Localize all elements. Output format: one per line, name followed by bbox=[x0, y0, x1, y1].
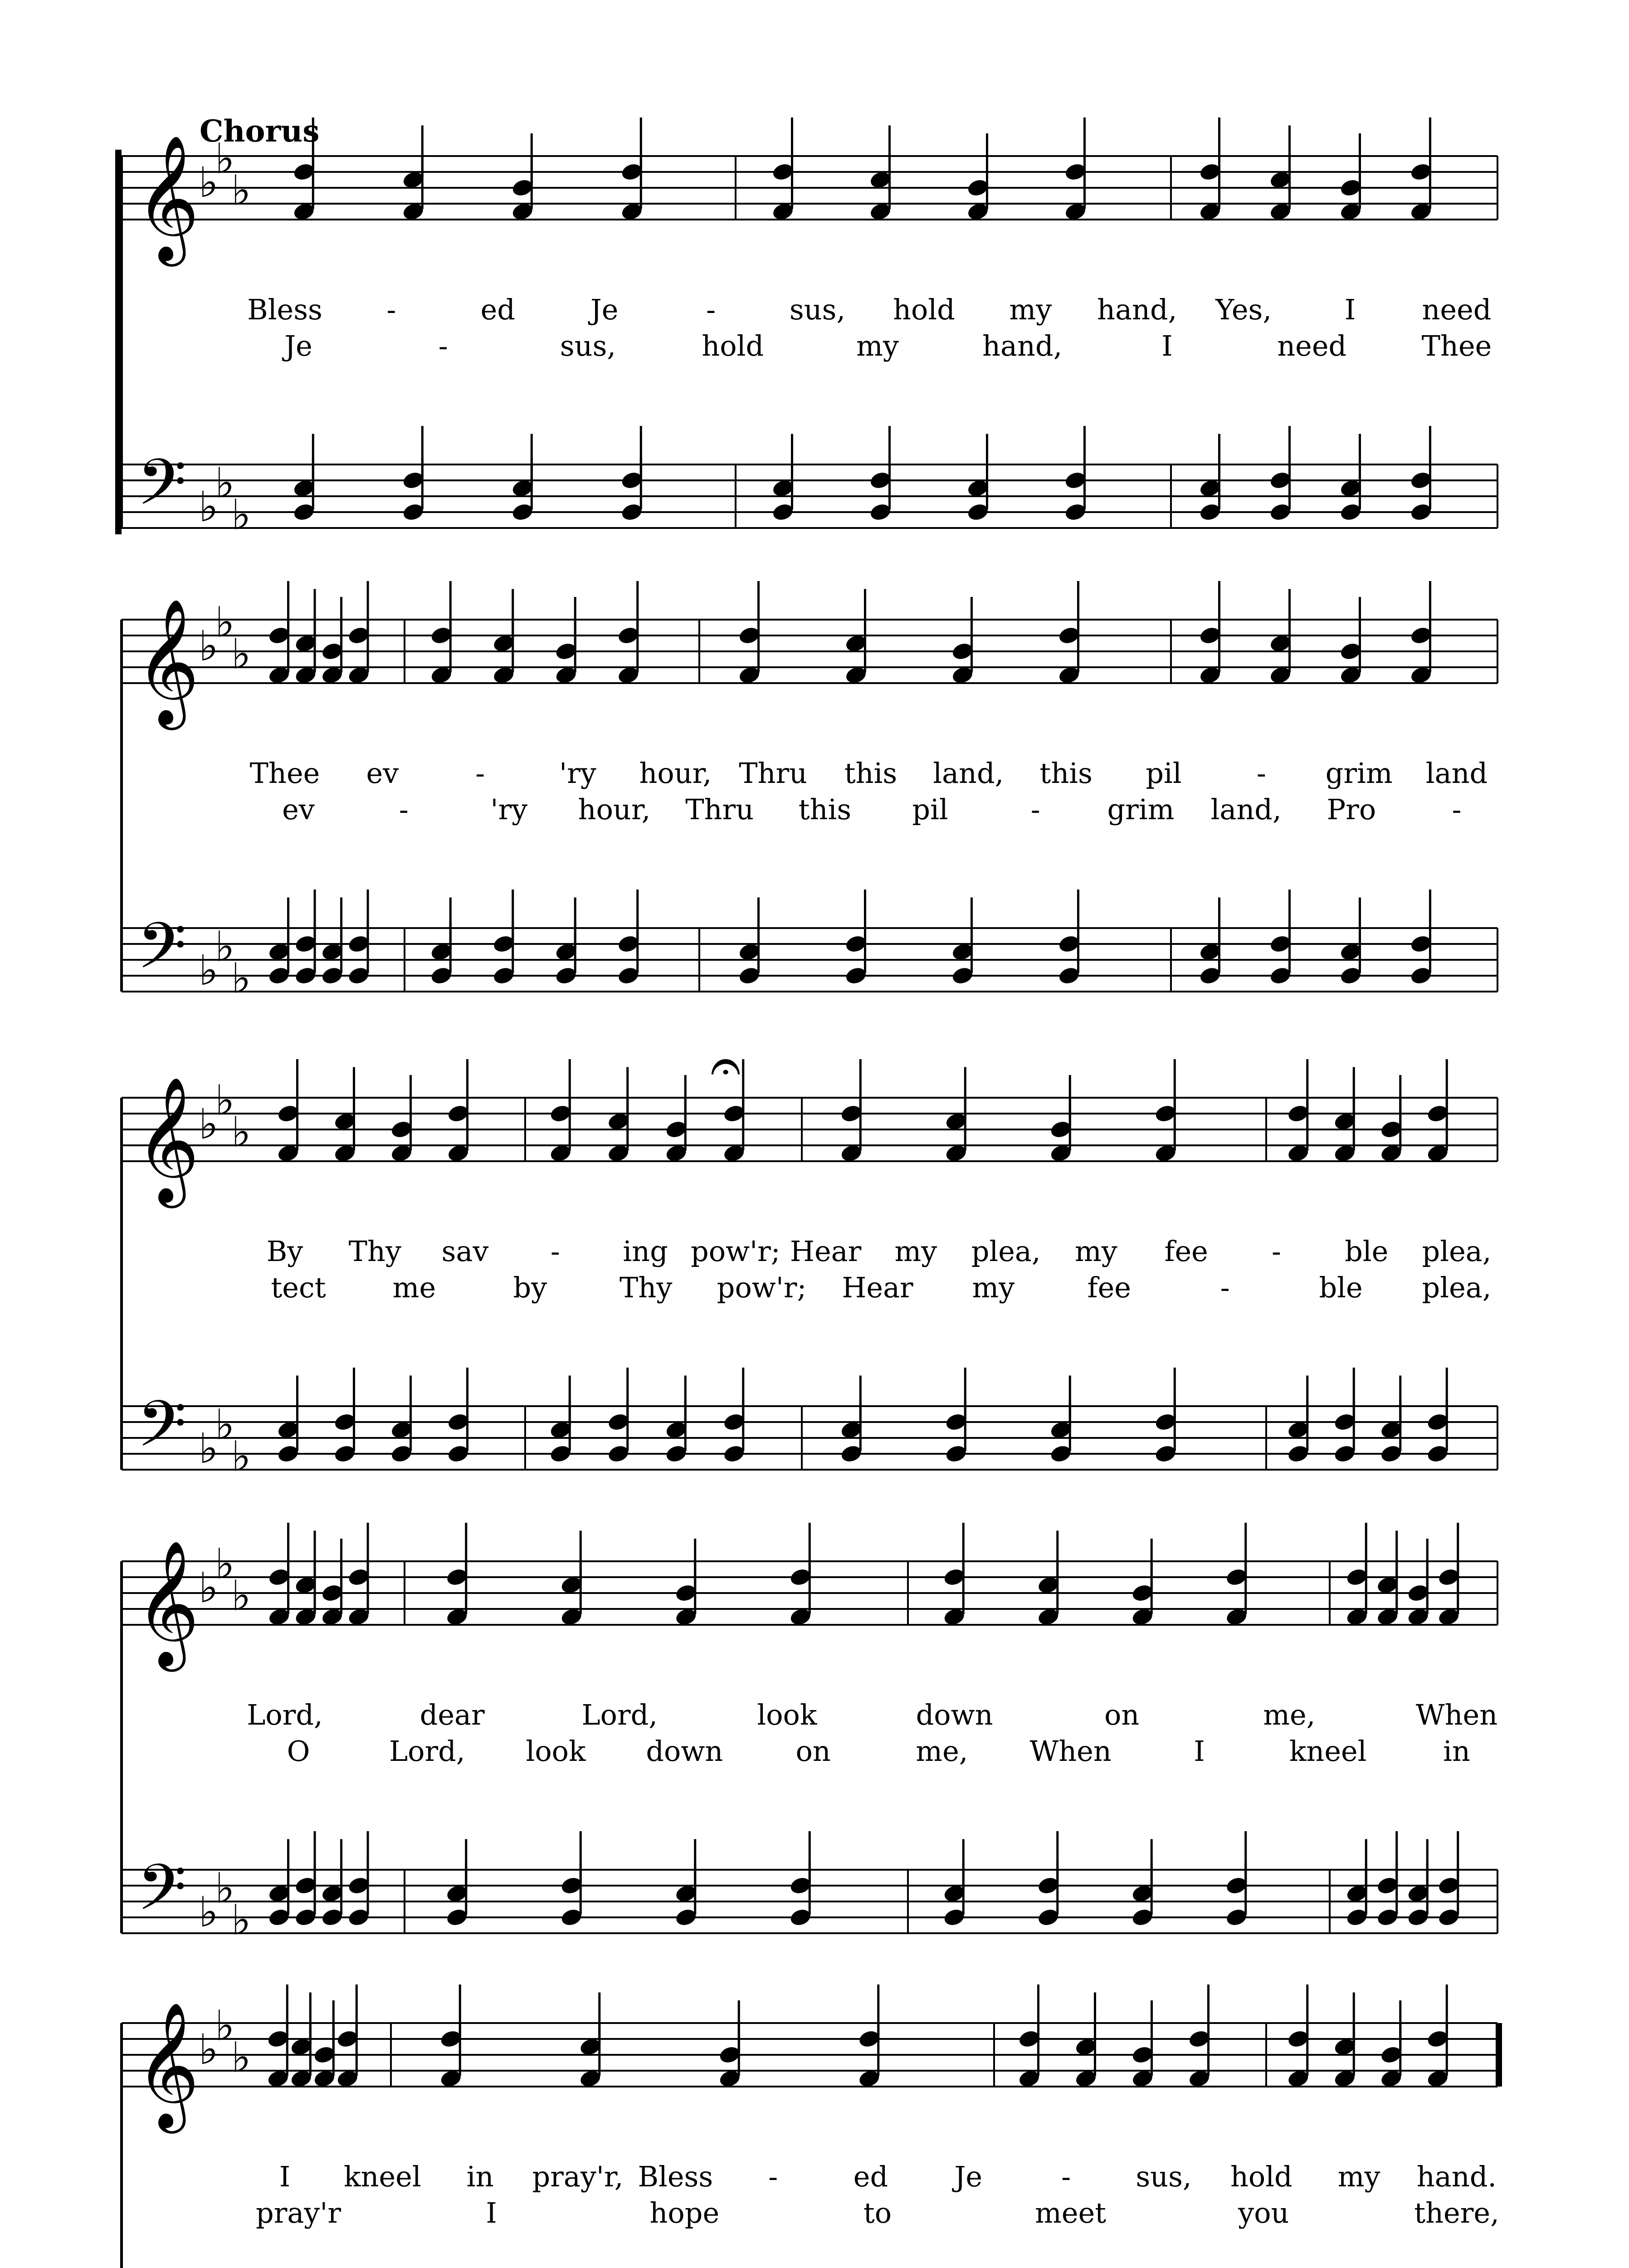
bass-staff bbox=[122, 464, 1497, 528]
lyric-verse-1: me, bbox=[1263, 1698, 1316, 1731]
lyric-verse-2: grim bbox=[1107, 793, 1175, 826]
lyric-verse-1: Thy bbox=[348, 1235, 401, 1268]
lyric-verse-1: my bbox=[894, 1235, 937, 1268]
lyric-verse-2: Thru bbox=[685, 793, 754, 826]
lyric-verse-1: my bbox=[1009, 293, 1052, 326]
lyric-verse-1: Bless bbox=[638, 2160, 713, 2193]
flat-icon: ♭ bbox=[199, 1424, 219, 1473]
lyric-verse-2: land, bbox=[1210, 793, 1282, 826]
final-barline bbox=[1496, 2023, 1502, 2087]
lyric-verse-1: sus, bbox=[1136, 2160, 1192, 2193]
lyric-verse-2: need bbox=[1277, 329, 1347, 362]
lyric-verse-2: hour, bbox=[578, 793, 651, 826]
lyric-verse-1: sav bbox=[441, 1235, 489, 1268]
lyric-verse-1: - bbox=[768, 2160, 778, 2193]
flat-icon: ♭ bbox=[199, 946, 219, 995]
lyric-verse-1: sus, bbox=[789, 293, 846, 326]
systems-layer bbox=[115, 117, 1502, 2268]
lyric-verse-2: Lord, bbox=[389, 1735, 465, 1768]
lyric-verse-2: Pro bbox=[1327, 793, 1376, 826]
bracket bbox=[115, 150, 122, 534]
flat-icon: ♭ bbox=[199, 1100, 219, 1149]
bass-clef-icon: 𝄢 bbox=[137, 445, 187, 535]
bass-clef-icon: 𝄢 bbox=[137, 909, 187, 999]
lyric-verse-1: hold bbox=[1230, 2160, 1292, 2193]
lyric-verse-2: Je bbox=[284, 329, 312, 362]
lyric-verse-2: - bbox=[1220, 1271, 1230, 1304]
lyric-verse-1: grim bbox=[1325, 757, 1393, 790]
lyric-verse-1: - bbox=[1256, 757, 1266, 790]
lyric-verse-2: O bbox=[287, 1735, 310, 1768]
lyric-verse-1: my bbox=[1337, 2160, 1380, 2193]
lyric-verse-1: Yes, bbox=[1215, 293, 1272, 326]
lyric-verse-1: this bbox=[844, 757, 897, 790]
lyric-verse-1: - bbox=[706, 293, 716, 326]
lyric-verse-2: this bbox=[798, 793, 852, 826]
lyric-verse-1: need bbox=[1422, 293, 1492, 326]
system-4 bbox=[122, 1523, 1497, 1945]
lyric-verse-1: hour, bbox=[639, 757, 712, 790]
lyric-verse-1: By bbox=[266, 1235, 303, 1268]
flat-icon: ♭ bbox=[215, 1076, 235, 1125]
lyric-verse-1: - bbox=[475, 757, 485, 790]
lyric-verse-2: hold bbox=[702, 329, 764, 362]
treble-clef-icon: 𝄞 bbox=[135, 1075, 200, 1202]
flat-icon: ♭ bbox=[215, 922, 235, 971]
flat-icon: ♭ bbox=[231, 630, 251, 679]
lyric-verse-1: When bbox=[1415, 1698, 1498, 1731]
flat-icon: ♭ bbox=[215, 1400, 235, 1449]
flat-icon: ♭ bbox=[215, 598, 235, 647]
flat-icon: ♭ bbox=[215, 1540, 235, 1589]
flat-icon: ♭ bbox=[199, 483, 219, 531]
lyric-verse-2: Hear bbox=[842, 1271, 913, 1304]
lyric-verse-1: ble bbox=[1345, 1235, 1389, 1268]
lyric-verse-2: - bbox=[438, 329, 448, 362]
lyric-verse-2: 'ry bbox=[490, 793, 528, 826]
lyric-verse-2: plea, bbox=[1422, 1271, 1492, 1304]
flat-icon: ♭ bbox=[215, 134, 235, 183]
lyric-verse-2: by bbox=[513, 1271, 547, 1304]
lyric-verse-1: plea, bbox=[1422, 1235, 1492, 1268]
lyric-verse-2: tect bbox=[271, 1271, 326, 1304]
lyric-verse-1: on bbox=[1104, 1698, 1140, 1731]
lyric-verse-1: ing bbox=[623, 1235, 668, 1268]
lyric-verse-2: - bbox=[1452, 793, 1462, 826]
lyric-verse-1: ev bbox=[366, 757, 399, 790]
treble-clef-icon: 𝄞 bbox=[135, 2001, 200, 2128]
system-5 bbox=[122, 1984, 1502, 2268]
flat-icon: ♭ bbox=[231, 1571, 251, 1620]
lyric-verse-2: look bbox=[526, 1735, 586, 1768]
lyric-verse-1: pow'r; bbox=[691, 1235, 780, 1268]
flat-icon: ♭ bbox=[199, 158, 219, 207]
lyric-verse-2: hand, bbox=[982, 329, 1063, 362]
lyric-verse-2: in bbox=[1443, 1735, 1470, 1768]
lyric-verse-1: this bbox=[1039, 757, 1093, 790]
flat-icon: ♭ bbox=[231, 954, 251, 1003]
lyric-verse-1: Thru bbox=[739, 757, 808, 790]
lyric-verse-2: to bbox=[863, 2196, 892, 2229]
fermata-icon: 𝄐 bbox=[710, 1034, 741, 1097]
lyric-verse-2: fee bbox=[1087, 1271, 1131, 1304]
flat-icon: ♭ bbox=[199, 1888, 219, 1936]
lyric-verse-1: Thee bbox=[249, 757, 320, 790]
lyric-verse-1: Hear bbox=[790, 1235, 862, 1268]
section-label: Chorus bbox=[200, 113, 320, 149]
lyric-verse-2: Thy bbox=[619, 1271, 673, 1304]
treble-clef-icon: 𝄞 bbox=[135, 597, 200, 724]
bass-clef-icon: 𝄢 bbox=[137, 1387, 187, 1477]
lyric-verse-2: pow'r; bbox=[717, 1271, 807, 1304]
treble-clef-icon: 𝄞 bbox=[135, 1539, 200, 1666]
flat-icon: ♭ bbox=[231, 2033, 251, 2082]
system-2 bbox=[122, 581, 1497, 1003]
lyric-verse-2: hope bbox=[649, 2196, 720, 2229]
flat-icon: ♭ bbox=[231, 490, 251, 539]
lyric-verse-1: Je bbox=[590, 293, 619, 326]
lyric-verse-1: - bbox=[550, 1235, 560, 1268]
lyric-verse-1: I bbox=[279, 2160, 291, 2193]
lyric-verse-2: down bbox=[646, 1735, 723, 1768]
lyric-verse-1: pil bbox=[1146, 757, 1182, 790]
lyric-verse-2: I bbox=[486, 2196, 497, 2229]
lyric-verse-1: pray'r, bbox=[532, 2160, 624, 2193]
flat-icon: ♭ bbox=[231, 166, 251, 215]
lyric-verse-2: - bbox=[1030, 793, 1040, 826]
system-3 bbox=[122, 1034, 1497, 1481]
lyric-verse-2: my bbox=[972, 1271, 1015, 1304]
flat-icon: ♭ bbox=[199, 1564, 219, 1612]
lyric-verse-2: sus, bbox=[560, 329, 616, 362]
lyric-verse-1: plea, bbox=[971, 1235, 1041, 1268]
flat-icon: ♭ bbox=[215, 1864, 235, 1913]
lyric-verse-1: Bless bbox=[247, 293, 322, 326]
bass-clef-icon: 𝄢 bbox=[137, 1851, 187, 1941]
lyric-verse-1: kneel bbox=[343, 2160, 421, 2193]
lyric-verse-1: in bbox=[466, 2160, 494, 2193]
lyric-verse-2: - bbox=[399, 793, 409, 826]
lyric-verse-2: meet bbox=[1035, 2196, 1107, 2229]
flat-icon: ♭ bbox=[215, 459, 235, 508]
system-1 bbox=[115, 117, 1497, 539]
lyric-verse-1: Lord, bbox=[247, 1698, 323, 1731]
lyric-verse-2: I bbox=[1161, 329, 1173, 362]
lyric-verse-1: hold bbox=[893, 293, 955, 326]
lyric-verse-2: Thee bbox=[1421, 329, 1492, 362]
lyric-verse-2: you bbox=[1238, 2196, 1289, 2229]
lyric-verse-1: 'ry bbox=[559, 757, 596, 790]
lyric-verse-1: land bbox=[1425, 757, 1488, 790]
lyric-verse-2: kneel bbox=[1289, 1735, 1367, 1768]
treble-clef-icon: 𝄞 bbox=[135, 134, 200, 261]
lyric-verse-2: I bbox=[1194, 1735, 1205, 1768]
lyric-verse-1: down bbox=[916, 1698, 993, 1731]
lyric-verse-1: look bbox=[757, 1698, 817, 1731]
treble-staff bbox=[122, 156, 1497, 220]
lyric-verse-2: my bbox=[856, 329, 899, 362]
lyric-verse-2: ev bbox=[282, 793, 315, 826]
lyric-verse-1: I bbox=[1344, 293, 1356, 326]
lyric-verse-2: me bbox=[392, 1271, 436, 1304]
flat-icon: ♭ bbox=[231, 1432, 251, 1481]
lyric-verse-1: dear bbox=[419, 1698, 485, 1731]
bass-staff bbox=[122, 1406, 1497, 1470]
lyric-verse-1: - bbox=[386, 293, 396, 326]
flat-icon: ♭ bbox=[215, 2001, 235, 2050]
lyric-verse-2: pray'r bbox=[256, 2196, 341, 2229]
lyric-verse-1: hand, bbox=[1097, 293, 1177, 326]
lyric-verse-2: on bbox=[795, 1735, 831, 1768]
lyric-verse-1: fee bbox=[1164, 1235, 1208, 1268]
lyric-verse-1: - bbox=[1061, 2160, 1071, 2193]
lyric-verse-2: there, bbox=[1414, 2196, 1499, 2229]
lyric-verse-1: ed bbox=[480, 293, 516, 326]
flat-icon: ♭ bbox=[199, 2025, 219, 2074]
lyric-verse-2: ble bbox=[1319, 1271, 1363, 1304]
flat-icon: ♭ bbox=[231, 1108, 251, 1157]
lyric-verse-1: land, bbox=[933, 757, 1004, 790]
lyric-verse-1: my bbox=[1075, 1235, 1117, 1268]
flat-icon: ♭ bbox=[231, 1896, 251, 1945]
flat-icon: ♭ bbox=[199, 622, 219, 670]
lyric-verse-1: Je bbox=[954, 2160, 983, 2193]
lyric-verse-2: me, bbox=[916, 1735, 968, 1768]
lyric-verse-1: hand. bbox=[1416, 2160, 1497, 2193]
lyric-verse-1: ed bbox=[853, 2160, 888, 2193]
lyric-verse-2: pil bbox=[912, 793, 948, 826]
lyric-verse-1: - bbox=[1271, 1235, 1281, 1268]
lyric-verse-2: When bbox=[1029, 1735, 1112, 1768]
lyric-verse-1: Lord, bbox=[581, 1698, 658, 1731]
